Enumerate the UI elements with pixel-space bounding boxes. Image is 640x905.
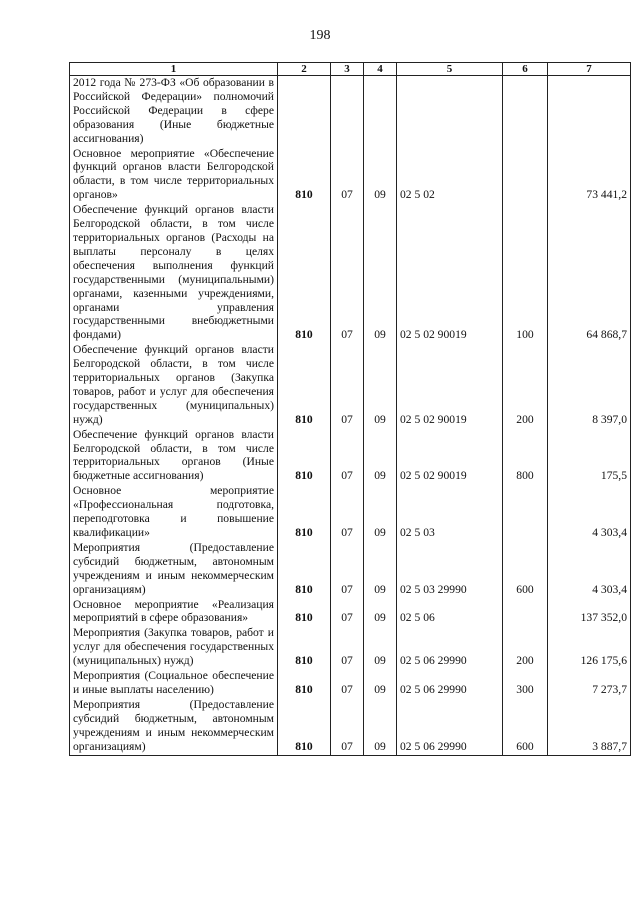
row-department-code: 810 <box>278 428 331 485</box>
table-row <box>70 626 631 669</box>
column-header: 7 <box>548 63 631 76</box>
row-expense-type: 800 <box>503 428 548 485</box>
row-expense-type: 600 <box>503 541 548 598</box>
row-subsection-code: 09 <box>364 626 397 669</box>
row-subsection-code <box>364 76 397 147</box>
row-section-code: 07 <box>331 541 364 598</box>
row-description: Основное мероприятие «Профессиональная подготовка, переподготовка и повышение квалификации» <box>70 484 278 541</box>
row-amount: 4 303,4 <box>548 484 631 541</box>
row-subsection-code: 09 <box>364 147 397 204</box>
row-description: Основное мероприятие «Реализация мероприятий в сфере образования» <box>70 598 278 627</box>
row-department-code: 810 <box>278 598 331 627</box>
row-target-article: 02 5 06 29990 <box>397 626 503 669</box>
row-expense-type <box>503 76 548 147</box>
row-department-code: 810 <box>278 203 331 343</box>
row-amount: 64 868,7 <box>548 203 631 343</box>
row-description: Основное мероприятие «Обеспечение функций органов власти Белгородской области, в том числе территориальных органов» <box>70 147 278 204</box>
column-header: 6 <box>503 63 548 76</box>
row-department-code: 810 <box>278 147 331 204</box>
row-amount: 8 397,0 <box>548 343 631 427</box>
row-target-article: 02 5 06 29990 <box>397 698 503 755</box>
row-expense-type: 200 <box>503 626 548 669</box>
row-target-article: 02 5 06 <box>397 598 503 627</box>
row-section-code: 07 <box>331 147 364 204</box>
row-target-article: 02 5 02 90019 <box>397 343 503 427</box>
row-section-code: 07 <box>331 343 364 427</box>
row-amount: 4 303,4 <box>548 541 631 598</box>
row-section-code: 07 <box>331 203 364 343</box>
row-amount: 7 273,7 <box>548 669 631 698</box>
row-target-article: 02 5 03 <box>397 484 503 541</box>
row-subsection-code: 09 <box>364 203 397 343</box>
table-row <box>70 541 631 598</box>
row-section-code: 07 <box>331 598 364 627</box>
row-description: Обеспечение функций органов власти Белгородской области, в том числе территориальных органов (Закупка товаров, работ и услуг для обеспечения государственных (муниципальных) нужд) <box>70 343 278 427</box>
row-section-code: 07 <box>331 626 364 669</box>
table-row <box>70 484 631 541</box>
row-amount: 126 175,6 <box>548 626 631 669</box>
row-amount: 3 887,7 <box>548 698 631 755</box>
row-department-code: 810 <box>278 626 331 669</box>
row-amount: 73 441,2 <box>548 147 631 204</box>
row-description: Обеспечение функций органов власти Белгородской области, в том числе территориальных органов (Расходы на выплаты персоналу в целях обеспечения выполнения функций государственными (муниципальными) органами, казенными учреждениями, органами управления государственными внебюджетными фондами) <box>70 203 278 343</box>
column-header: 2 <box>278 63 331 76</box>
column-header: 5 <box>397 63 503 76</box>
row-expense-type <box>503 484 548 541</box>
row-target-article: 02 5 06 29990 <box>397 669 503 698</box>
row-subsection-code: 09 <box>364 541 397 598</box>
row-section-code: 07 <box>331 428 364 485</box>
row-section-code: 07 <box>331 484 364 541</box>
row-section-code: 07 <box>331 669 364 698</box>
table-row <box>70 147 631 204</box>
row-subsection-code: 09 <box>364 343 397 427</box>
row-expense-type: 600 <box>503 698 548 755</box>
row-department-code: 810 <box>278 541 331 598</box>
row-expense-type <box>503 598 548 627</box>
row-amount: 137 352,0 <box>548 598 631 627</box>
row-amount: 175,5 <box>548 428 631 485</box>
row-expense-type: 200 <box>503 343 548 427</box>
table-row <box>70 598 631 627</box>
row-description: Мероприятия (Социальное обеспечение и иные выплаты населению) <box>70 669 278 698</box>
row-amount <box>548 76 631 147</box>
row-target-article: 02 5 02 90019 <box>397 203 503 343</box>
column-header: 3 <box>331 63 364 76</box>
row-subsection-code: 09 <box>364 428 397 485</box>
table-row <box>70 669 631 698</box>
row-department-code <box>278 76 331 147</box>
row-subsection-code: 09 <box>364 669 397 698</box>
row-description: Мероприятия (Предоставление субсидий бюджетным, автономным учреждениям и иным некоммерческим организациям) <box>70 698 278 755</box>
row-expense-type: 100 <box>503 203 548 343</box>
table-row <box>70 76 631 147</box>
row-subsection-code: 09 <box>364 698 397 755</box>
row-description: Мероприятия (Закупка товаров, работ и услуг для обеспечения государственных (муниципальных) нужд) <box>70 626 278 669</box>
row-target-article: 02 5 03 29990 <box>397 541 503 598</box>
table-header-row <box>70 63 631 76</box>
row-subsection-code: 09 <box>364 598 397 627</box>
row-department-code: 810 <box>278 669 331 698</box>
column-header: 1 <box>70 63 278 76</box>
row-expense-type <box>503 147 548 204</box>
row-description: 2012 года № 273-ФЗ «Об образовании в Российской Федерации» полномочий Российской Федерации в сфере образования (Иные бюджетные ассигнования) <box>70 76 278 147</box>
row-description: Обеспечение функций органов власти Белгородской области, в том числе территориальных органов (Иные бюджетные ассигнования) <box>70 428 278 485</box>
table-row <box>70 698 631 755</box>
row-section-code <box>331 76 364 147</box>
table-row <box>70 203 631 343</box>
row-description: Мероприятия (Предоставление субсидий бюджетным, автономным учреждениям и иным некоммерческим организациям) <box>70 541 278 598</box>
row-section-code: 07 <box>331 698 364 755</box>
budget-table <box>69 62 631 756</box>
page-number: 198 <box>309 28 331 43</box>
row-subsection-code: 09 <box>364 484 397 541</box>
row-target-article: 02 5 02 90019 <box>397 428 503 485</box>
table-row <box>70 343 631 427</box>
column-header: 4 <box>364 63 397 76</box>
row-department-code: 810 <box>278 698 331 755</box>
table-row <box>70 428 631 485</box>
row-department-code: 810 <box>278 343 331 427</box>
row-expense-type: 300 <box>503 669 548 698</box>
row-target-article <box>397 76 503 147</box>
row-department-code: 810 <box>278 484 331 541</box>
row-target-article: 02 5 02 <box>397 147 503 204</box>
